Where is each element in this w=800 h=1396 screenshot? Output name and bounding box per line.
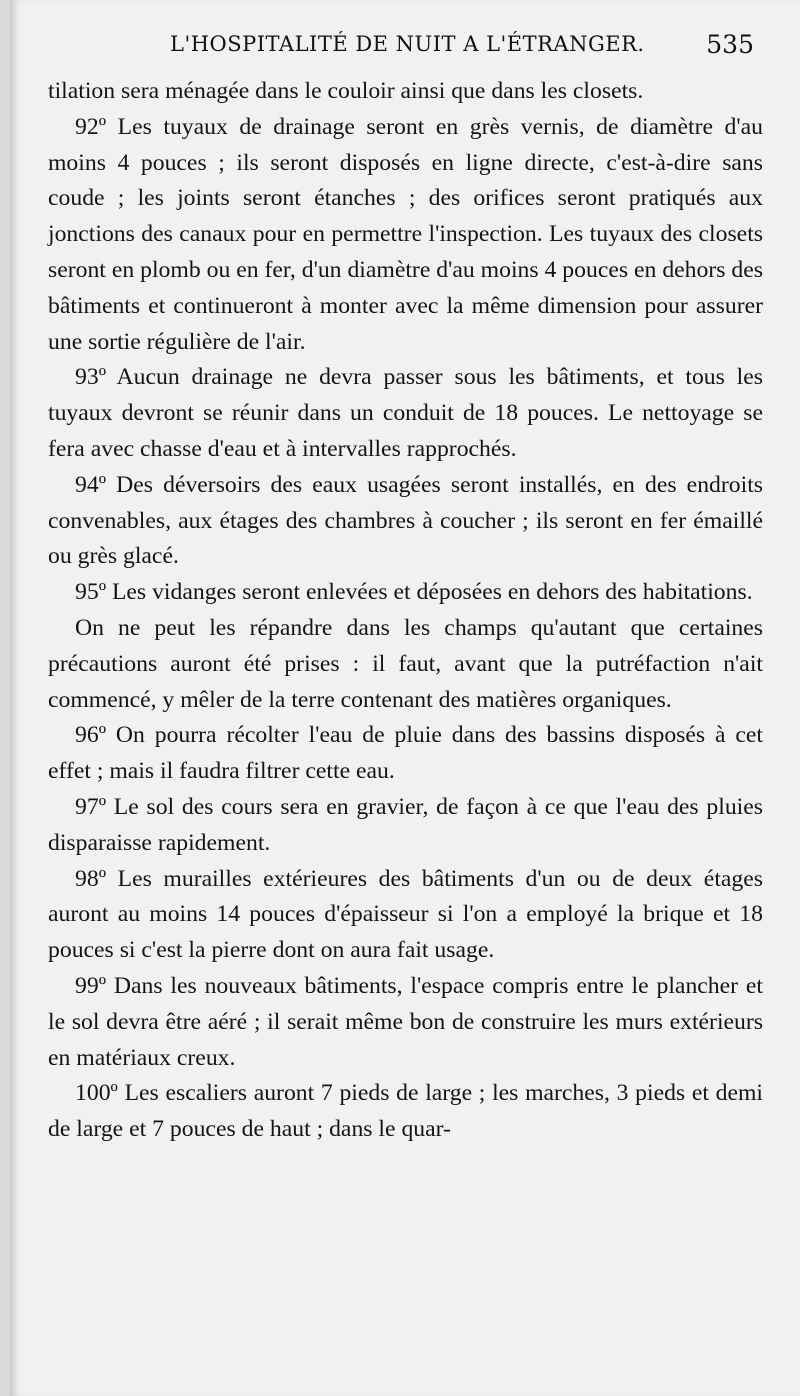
- running-title: L'HOSPITALITÉ DE NUIT A L'ÉTRANGER.: [170, 32, 645, 56]
- paragraph-article-93: 93º Aucun drainage ne devra passer sous les bâtiments, et tous les tuyaux devront se réunir dans un conduit de 18 pouces. Le nettoyage se fera avec chasse d'eau et à intervalles rapprochés.: [48, 364, 763, 462]
- paragraph-article-98: 98º Les murailles extérieures des bâtiments d'un ou de deux étages auront au moins 14 pouces d'épaisseur si l'on a employé la brique et 18 pouces si c'est la pierre dont on aura fait usage.: [48, 865, 763, 964]
- paragraph-note: On ne peut les répandre dans les champs qu'autant que certaines précautions auront été prises : il faut, avant que la putréfaction n'ait commencé, y mêler de la terre contenant des matières organiques.: [48, 614, 763, 713]
- paragraph-article-96: 96º On pourra récolter l'eau de pluie dans des bassins disposés à cet effet ; mais il faudra filtrer cette eau.: [48, 722, 763, 785]
- page-header: [10, 32, 800, 72]
- paragraph-article-92: 92º Les tuyaux de drainage seront en grès vernis, de diamètre d'au moins 4 pouces ; ils seront disposés en ligne directe, c'est-à-dire sans coude ; les joints seront étanches ; des orifices seront pratiqués aux jonctions des canaux pour en permettre l'inspection. Les tuyaux des closets seront en plomb ou en fer, d'un diamètre d'au moins 4 pouces en dehors des bâtiments et continueront à monter avec la même dimension pour assurer une sortie régulière de l'air.: [48, 113, 763, 355]
- paragraph-article-94: 94º Des déversoirs des eaux usagées seront installés, en des endroits convenables, aux étages des chambres à coucher ; ils seront en fer émaillé ou grès glacé.: [48, 471, 763, 570]
- book-page: [10, 0, 800, 1396]
- page-number: 535: [706, 30, 754, 59]
- paragraph-continuation: tilation sera ménagée dans le couloir ainsi que dans les closets.: [48, 78, 644, 104]
- body-text: [48, 74, 763, 1148]
- paragraph-article-99: 99º Dans les nouveaux bâtiments, l'espace compris entre le plancher et le sol devra être aéré ; il serait même bon de construire les murs extérieurs en matériaux creux.: [48, 972, 763, 1071]
- paragraph-article-100: 100º Les escaliers auront 7 pieds de large ; les marches, 3 pieds et demi de large et 7 pouces de haut ; dans le quar-: [48, 1080, 763, 1143]
- paragraph-article-95: 95º Les vidanges seront enlevées et déposées en dehors des habitations.: [75, 579, 753, 606]
- paragraph-article-97: 97º Le sol des cours sera en gravier, de façon à ce que l'eau des pluies disparaisse rapidement.: [48, 793, 763, 856]
